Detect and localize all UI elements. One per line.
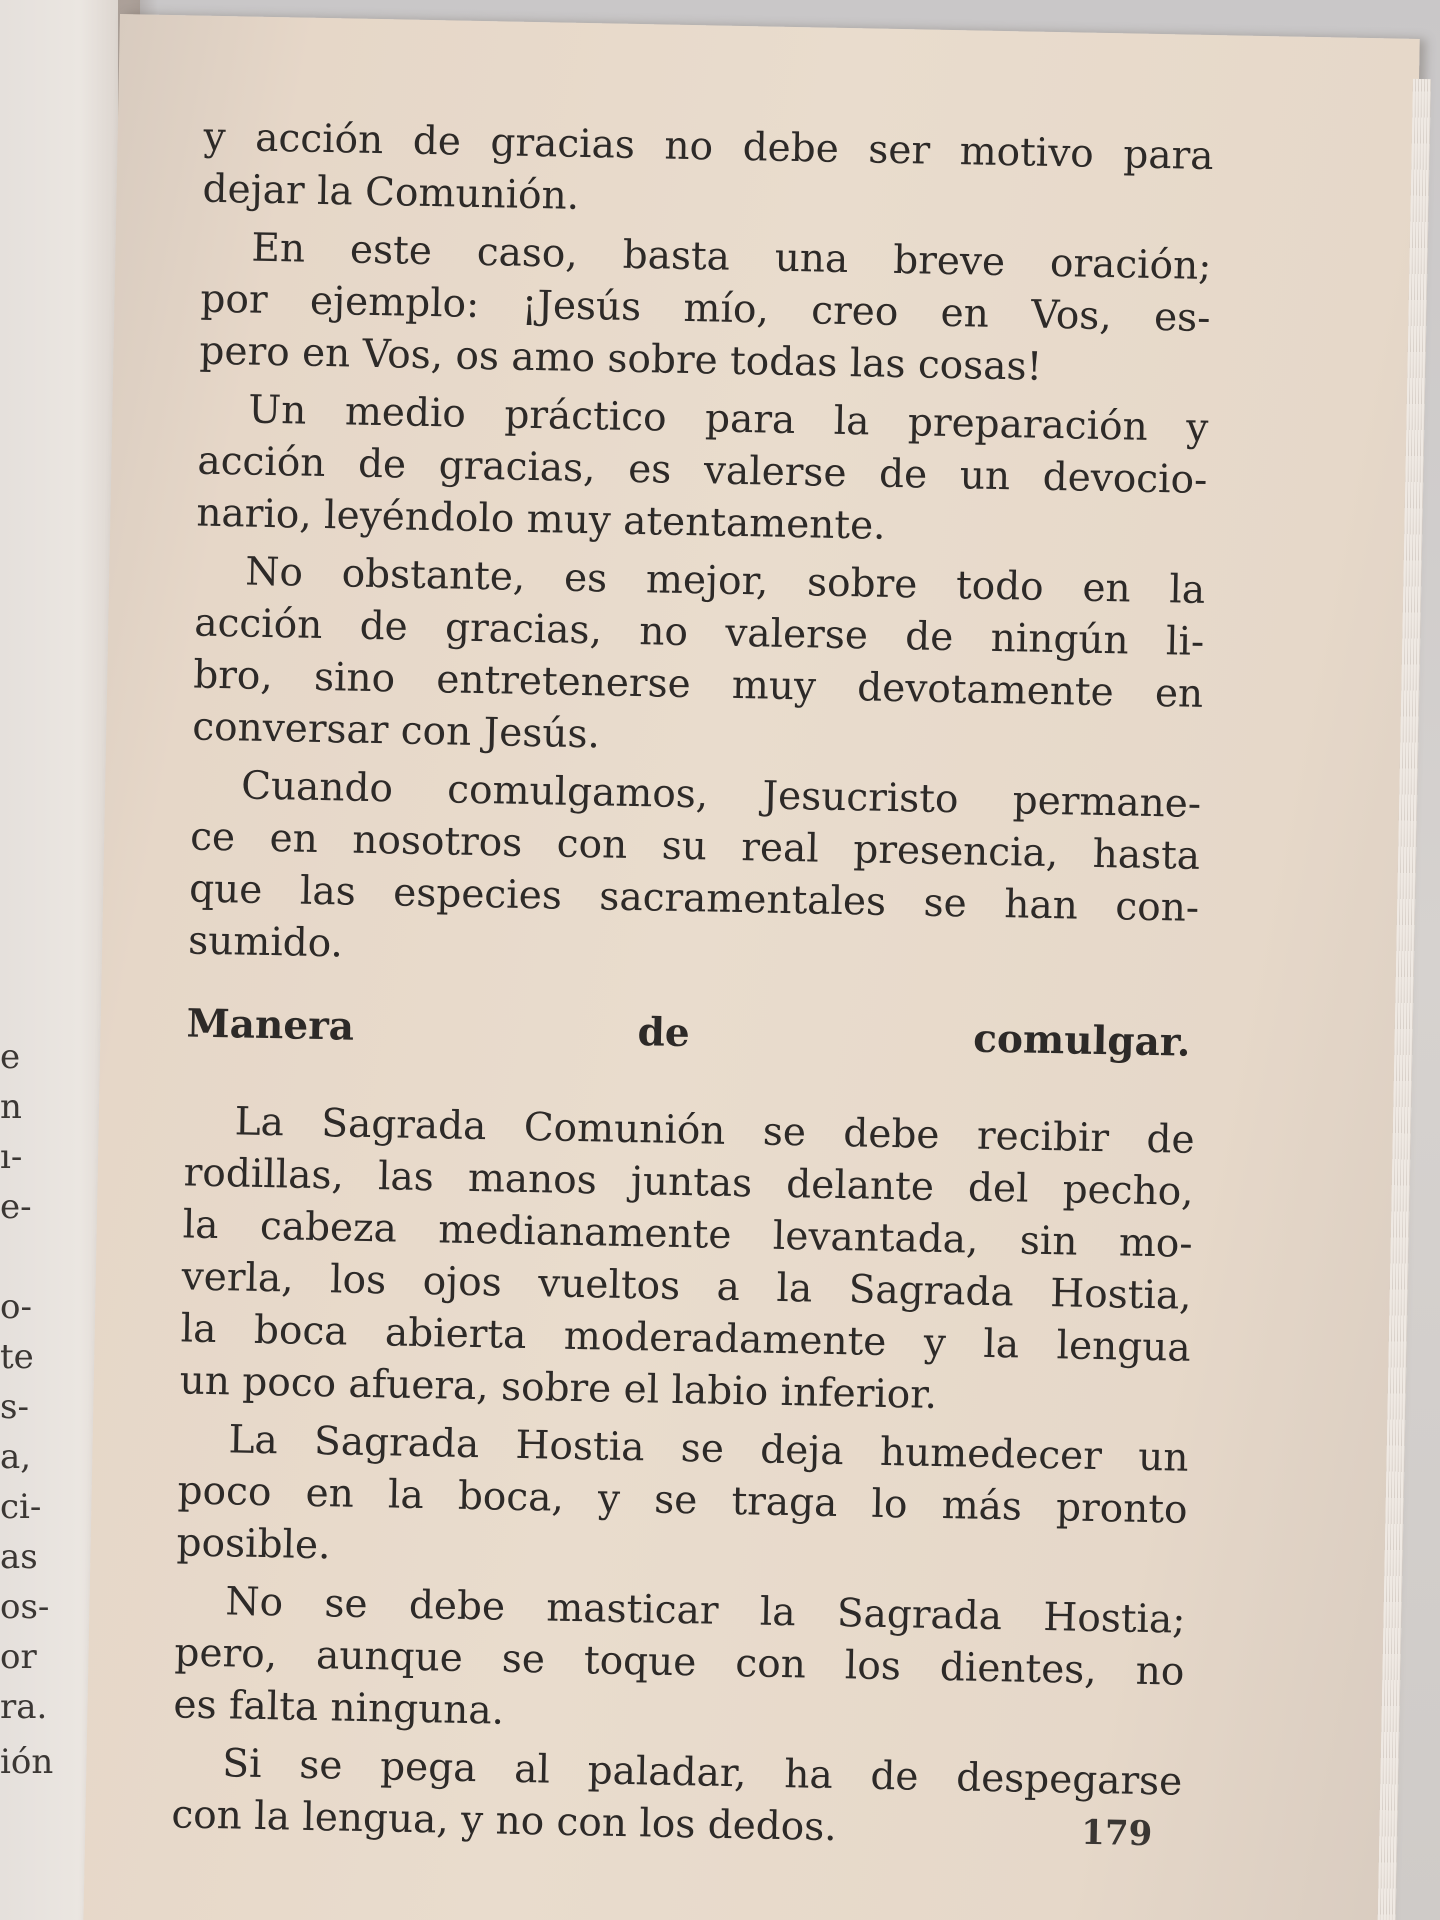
text-line: conversar con Jesús. xyxy=(191,704,601,758)
text-line: No se debe masticar la Sagrada Hostia; xyxy=(225,1579,1186,1643)
paragraph xyxy=(176,1413,1189,1588)
paragraph xyxy=(199,222,1212,397)
left-page-fragment: os- xyxy=(0,1587,50,1627)
left-page-fragment: ci- xyxy=(0,1487,42,1527)
left-page-fragment: o- xyxy=(0,1287,32,1327)
text-line: Si se pega al paladar, ha de despegarse xyxy=(221,1741,1183,1805)
text-line: Un medio práctico para la preparación y xyxy=(247,387,1209,451)
text-line: pero en Vos, os amo sobre todas las cosas! xyxy=(199,328,1043,390)
left-page-fragment: s- xyxy=(0,1387,29,1427)
page-edges xyxy=(1377,79,1431,1920)
paragraphs-before-heading xyxy=(188,112,1214,987)
left-page-fragment: ı- xyxy=(0,1137,23,1177)
paragraph xyxy=(192,546,1206,773)
text-line: dejar la Comunión. xyxy=(202,166,580,219)
text-line: Cuando comulgamos, Jesucristo permane- xyxy=(240,763,1202,827)
text-line: que las especies sacramentales se han con- xyxy=(188,866,1200,931)
text-line: pero, aunque se toque con los dientes, no xyxy=(174,1630,1185,1695)
text-line: La Sagrada Comunión se debe recibir de xyxy=(234,1099,1196,1163)
page-number: 179 xyxy=(1080,1812,1153,1855)
paragraph xyxy=(188,760,1202,987)
text-line: bro, sino entretenerse muy devotamente en xyxy=(192,652,1204,717)
right-page xyxy=(83,14,1420,1920)
text-line: posible. xyxy=(176,1520,331,1569)
text-line: verla, los ojos vueltos a la Sagrada Hostia, xyxy=(181,1254,1193,1319)
text-line: poco en la boca, y se traga lo más pronto xyxy=(177,1468,1188,1533)
text-line: por ejemplo: ¡Jesús mío, creo en Vos, es- xyxy=(200,276,1211,341)
left-page-fragment: ra. xyxy=(0,1687,48,1727)
paragraph xyxy=(171,1737,1183,1860)
text-line: nario, leyéndolo muy atentamente. xyxy=(196,490,886,549)
left-page-fragment: te xyxy=(0,1337,34,1377)
text-line: sumido. xyxy=(187,918,344,967)
paragraph xyxy=(173,1575,1186,1750)
paragraph xyxy=(196,384,1209,559)
text-line: con la lengua, y no con los dedos. xyxy=(171,1792,838,1851)
text-line: rodillas, las manos juntas delante del pecho, xyxy=(183,1150,1195,1215)
text-line: En este caso, basta una breve oración; xyxy=(251,225,1212,289)
left-page-fragment: or xyxy=(0,1637,37,1677)
text-line: No obstante, es mejor, sobre todo en la xyxy=(244,549,1206,613)
text-line: es falta ninguna. xyxy=(173,1682,505,1734)
text-line: la boca abierta moderadamente y la lengua xyxy=(180,1306,1192,1371)
left-page-fragment: e- xyxy=(0,1187,32,1227)
left-page-fragment: ión xyxy=(0,1742,54,1782)
text-line: y acción de gracias no debe ser motivo para xyxy=(203,114,1214,180)
paragraph xyxy=(179,1095,1195,1426)
paragraphs-after-heading xyxy=(171,1095,1195,1860)
page-text xyxy=(171,112,1214,1867)
text-line: acción de gracias, es valerse de un devocio- xyxy=(196,438,1208,503)
left-page-fragment: a, xyxy=(0,1437,32,1477)
left-page-fragment: as xyxy=(0,1537,38,1577)
text-line: acción de gracias, no valerse de ningún li- xyxy=(193,600,1205,665)
paragraph xyxy=(202,112,1214,235)
text-line: la cabeza medianamente levantada, sin mo- xyxy=(182,1202,1194,1267)
section-heading: Manera de comulgar. xyxy=(186,1000,1191,1066)
text-line: ce en nosotros con su real presencia, hasta xyxy=(189,814,1201,879)
left-page-fragment: e xyxy=(0,1037,21,1077)
text-line: La Sagrada Hostia se deja humedecer un xyxy=(228,1417,1189,1481)
text-line: un poco afuera, sobre el labio inferior. xyxy=(179,1358,938,1418)
left-page-fragment: n xyxy=(0,1087,22,1127)
